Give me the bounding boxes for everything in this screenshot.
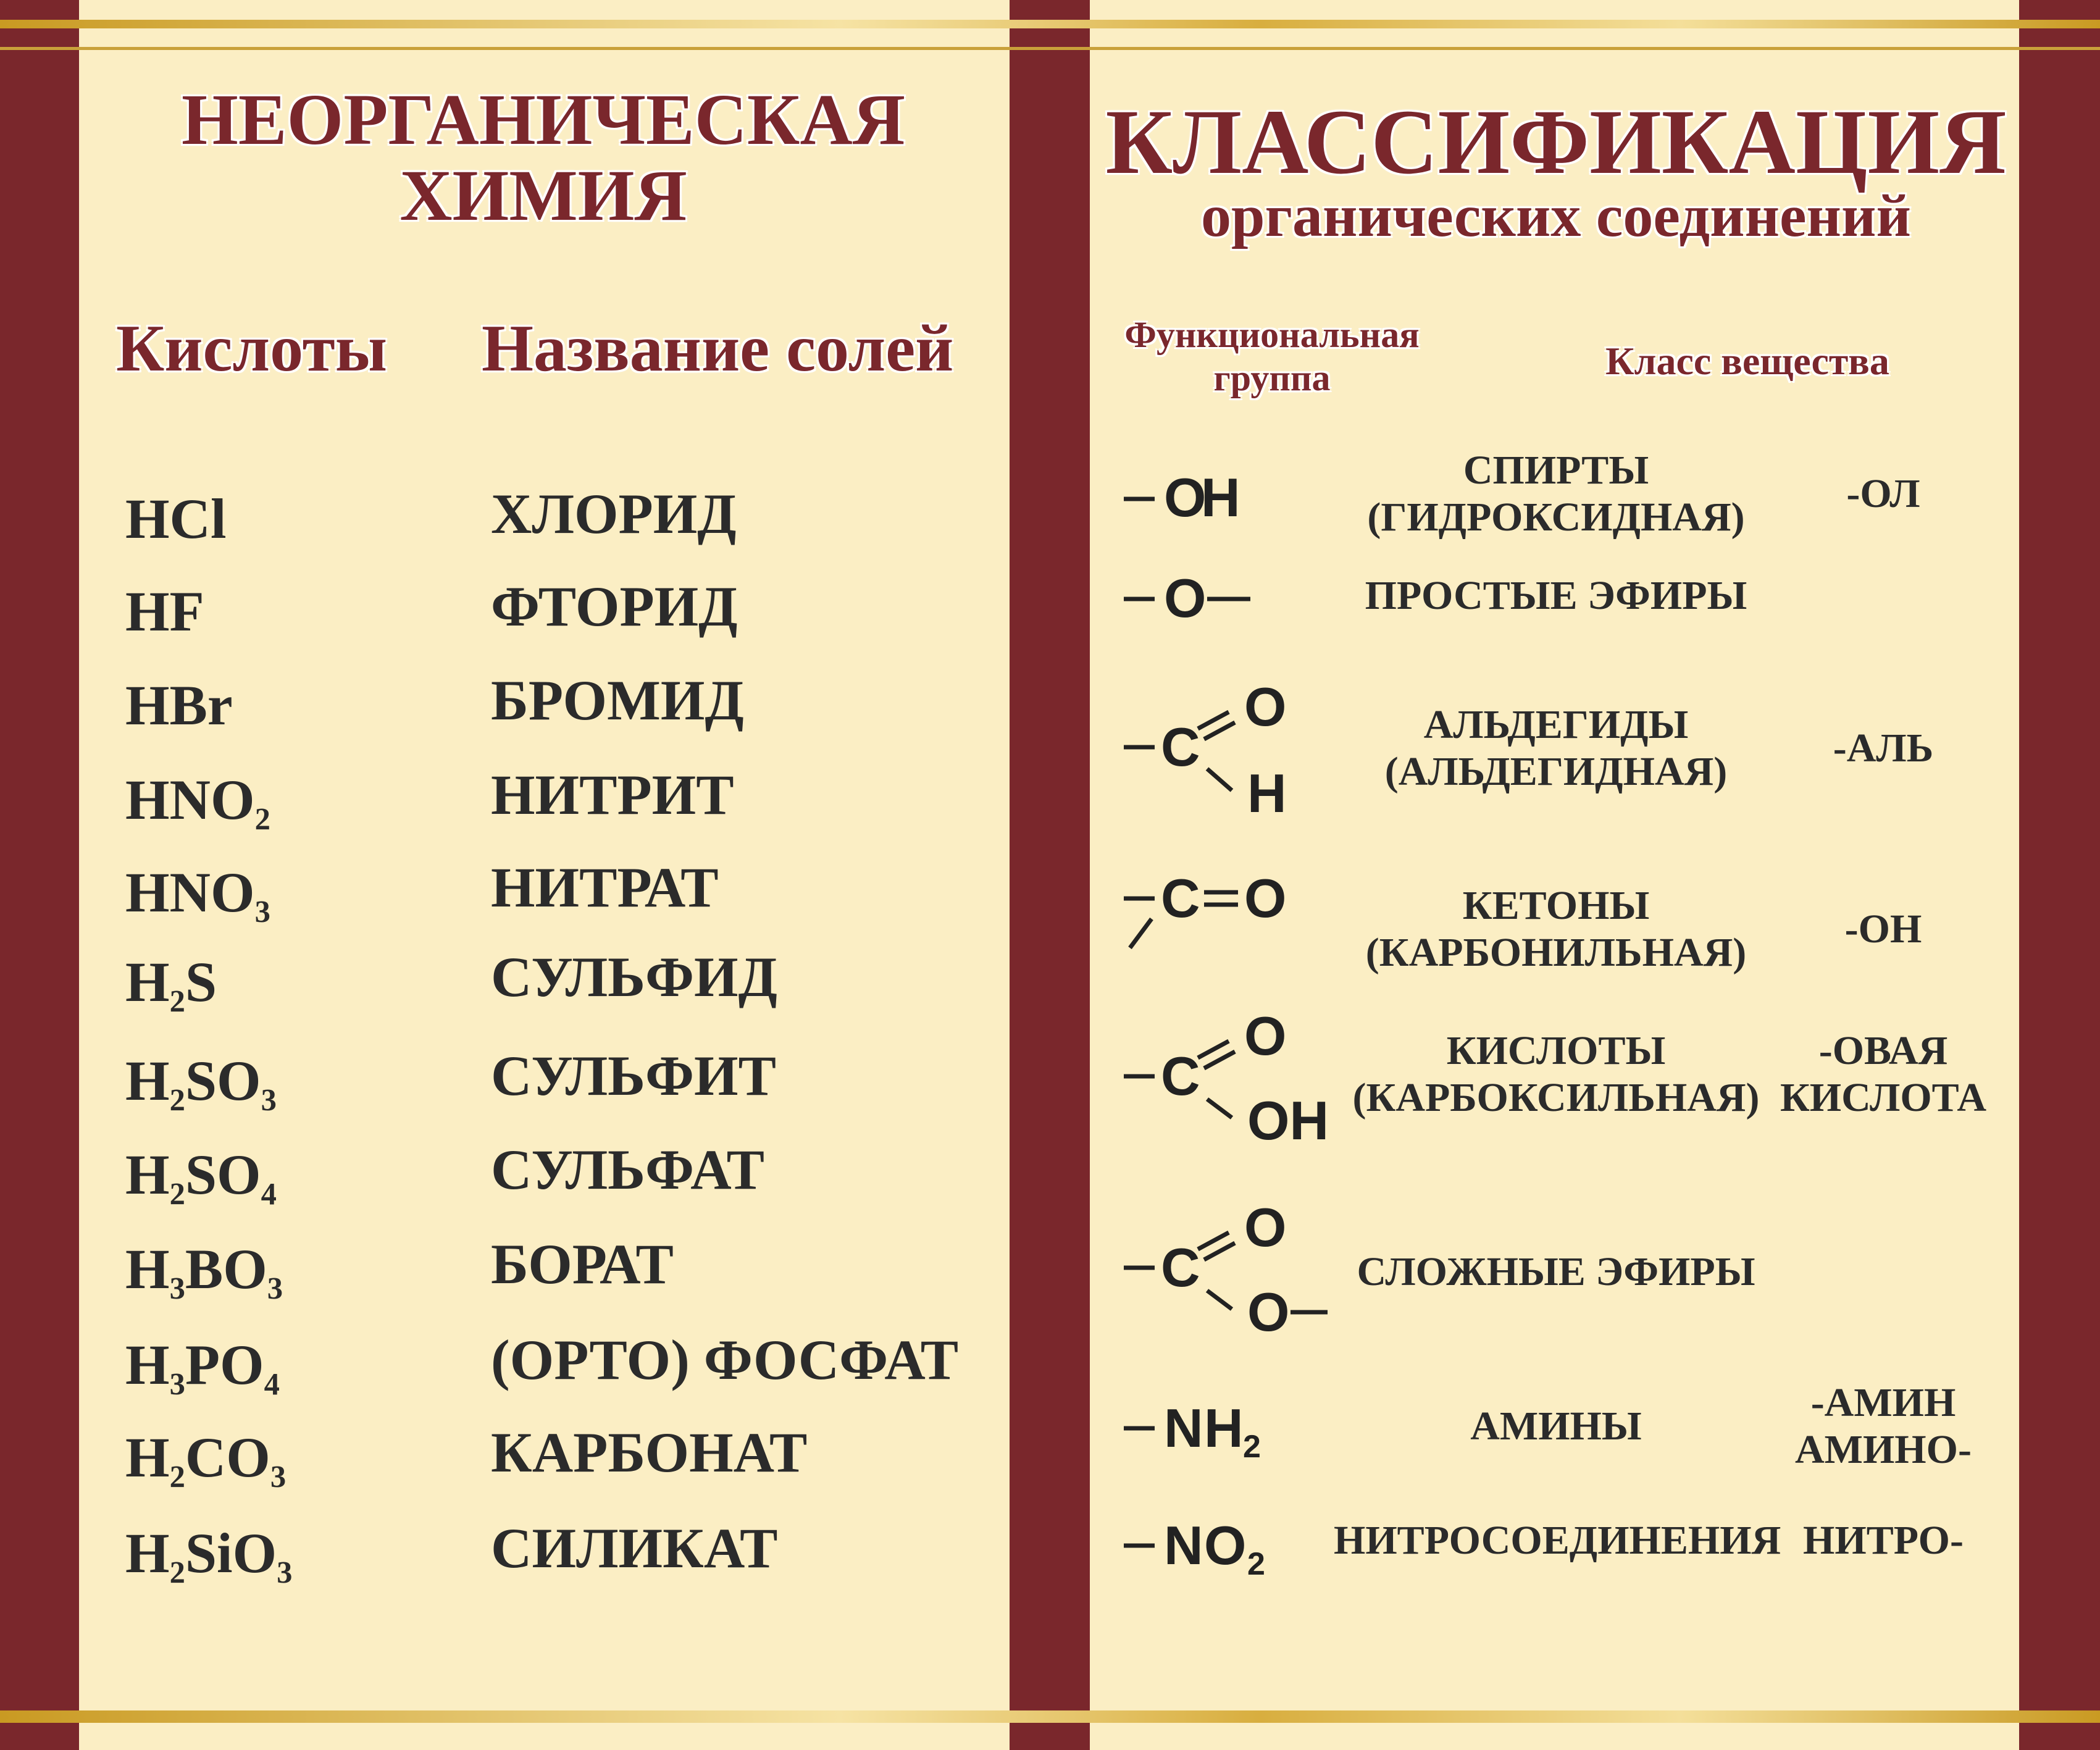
- hydroxyl-o: O: [1164, 467, 1207, 528]
- ester-o: O: [1244, 1197, 1287, 1258]
- acid-formula: $H_2CO_3$: [125, 1426, 287, 1494]
- ketone-o: O: [1244, 868, 1287, 929]
- salt-name: СУЛЬФИТ: [491, 1044, 776, 1107]
- salt-name: НИТРАТ: [491, 856, 719, 919]
- salt-name: БРОМИД: [491, 669, 744, 732]
- name-suffix: -ОН: [1844, 906, 1922, 952]
- salt-name: БОРАТ: [491, 1233, 674, 1296]
- left-border: [0, 0, 79, 1750]
- right-border: [2019, 0, 2100, 1750]
- right-title-line1: КЛАССИФИКАЦИЯ: [1105, 91, 2007, 193]
- left-title-line1: НЕОРГАНИЧЕСКАЯ: [182, 79, 905, 160]
- nitro-o: O: [1204, 1515, 1247, 1576]
- class-name: НИТРОСОЕДИНЕНИЯ: [1334, 1518, 1781, 1563]
- nitro-n: N: [1164, 1515, 1203, 1576]
- amine-subscript: 2: [1243, 1429, 1261, 1465]
- acid-o: O: [1244, 1005, 1287, 1066]
- salt-name: ХЛОРИД: [491, 482, 737, 545]
- acid-formula: $HNO_2$: [125, 768, 270, 837]
- hydroxyl-group-icon: [1121, 457, 1269, 537]
- ester-o2: O: [1247, 1281, 1290, 1342]
- salts-column-header: Название солей: [482, 312, 954, 385]
- class-name: АЛЬДЕГИДЫ (АЛЬДЕГИДНАЯ): [1384, 702, 1728, 794]
- ester-group-icon: [1121, 1197, 1355, 1349]
- aldehyde-group-icon: [1121, 670, 1306, 824]
- class-name: КЕТОНЫ (КАРБОНИЛЬНАЯ): [1365, 883, 1747, 975]
- acids-column-header: Кислоты: [116, 312, 388, 385]
- nitro-subscript: 2: [1247, 1546, 1265, 1582]
- acid-formula: $H_2SiO_3$: [125, 1522, 293, 1590]
- acid-c: C: [1161, 1045, 1200, 1107]
- group-column-header-line2: группа: [1213, 358, 1331, 398]
- acid-formula: $H_2SO_4$: [125, 1143, 277, 1212]
- hydroxyl-h: H: [1201, 467, 1240, 528]
- acid-formula: $H_2S$: [125, 950, 217, 1019]
- amine-group-icon: [1121, 1392, 1306, 1473]
- name-suffix: -АМИН АМИНО-: [1795, 1380, 1972, 1472]
- ketone-c: C: [1161, 868, 1200, 929]
- acid-formula: HCl: [125, 487, 227, 550]
- salt-name: КАРБОНАТ: [491, 1421, 808, 1484]
- class-name: АМИНЫ: [1470, 1404, 1642, 1449]
- center-divider: [1010, 0, 1090, 1750]
- right-title-line2: органических соединений: [1201, 183, 1911, 249]
- amine-h: H: [1204, 1397, 1244, 1459]
- name-suffix: НИТРО-: [1803, 1518, 1964, 1563]
- acid-formula: $HNO_3$: [125, 861, 270, 929]
- salt-name: НИТРИТ: [491, 763, 734, 826]
- bottom-gold-band: [0, 1710, 2100, 1723]
- name-suffix: -АЛЬ: [1833, 726, 1934, 771]
- top-gold-line: [0, 47, 2100, 50]
- name-suffix: -ОЛ: [1846, 471, 1920, 516]
- acid-formula: $H_3PO_4$: [125, 1333, 280, 1402]
- acid-formula: $H_3BO_3$: [125, 1237, 283, 1306]
- ether-o: O: [1164, 567, 1207, 629]
- ester-c: C: [1161, 1237, 1200, 1298]
- acid-formula: $H_2SO_3$: [125, 1049, 277, 1118]
- nitro-group-icon: [1121, 1510, 1306, 1590]
- aldehyde-h: H: [1247, 763, 1287, 824]
- class-name: СПИРТЫ (ГИДРОКСИДНАЯ): [1367, 448, 1745, 540]
- left-title-line2: ХИМИЯ: [400, 155, 687, 236]
- class-name: КИСЛОТЫ (КАРБОКСИЛЬНАЯ): [1352, 1028, 1760, 1120]
- class-name: СЛОЖНЫЕ ЭФИРЫ: [1357, 1249, 1755, 1294]
- ether-group-icon: [1121, 565, 1269, 639]
- carbonyl-group-icon: [1121, 865, 1306, 957]
- name-suffix: -ОВАЯ КИСЛОТА: [1780, 1028, 1987, 1120]
- salt-name: СУЛЬФИД: [491, 945, 777, 1008]
- salt-name: (ОРТО) ФОСФАТ: [491, 1328, 959, 1391]
- group-column-header-line1: Функциональная: [1124, 314, 1420, 355]
- carboxyl-group-icon: [1121, 1005, 1355, 1158]
- top-gold-band: [0, 20, 2100, 28]
- acid-oh: OH: [1247, 1090, 1329, 1151]
- salt-name: ФТОРИД: [491, 575, 738, 638]
- aldehyde-c: C: [1161, 716, 1200, 777]
- aldehyde-o: O: [1244, 676, 1287, 737]
- acid-formula: HF: [125, 580, 204, 643]
- class-name: ПРОСТЫЕ ЭФИРЫ: [1365, 573, 1747, 618]
- acid-formula: HBr: [125, 674, 233, 737]
- amine-n: N: [1164, 1397, 1203, 1459]
- salt-name: СИЛИКАТ: [491, 1517, 778, 1580]
- class-column-header: Класс вещества: [1605, 339, 1889, 383]
- salt-name: СУЛЬФАТ: [491, 1138, 764, 1201]
